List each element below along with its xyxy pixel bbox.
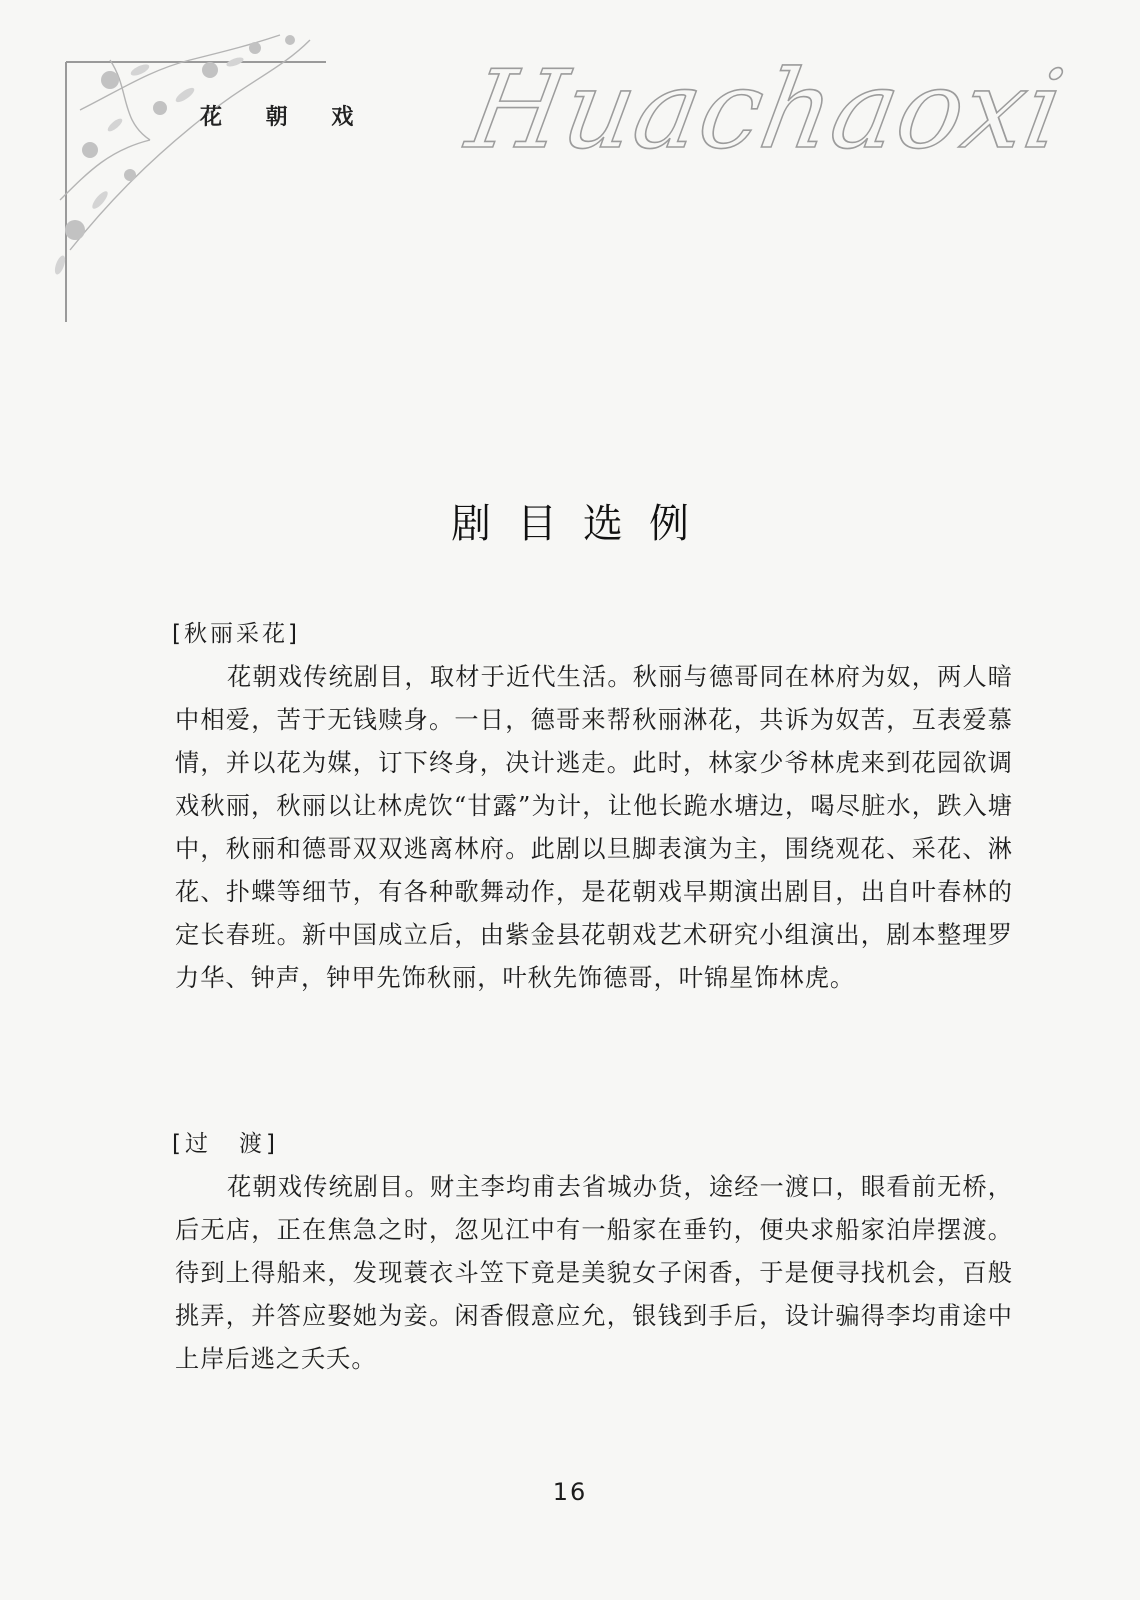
play-heading: [秋丽采花] — [172, 621, 300, 647]
play-heading: [过 渡] — [172, 1131, 279, 1157]
play-description: 花朝戏传统剧目，取材于近代生活。秋丽与德哥同在林府为奴，两人暗中相爱，苦于无钱赎身。一日，德哥来帮秋丽淋花，共诉为奴苦，互表爱慕情，并以花为媒，订下终身，决计逃走。此时，林家少爷林虎来到花园欲调戏秋丽，秋丽以让林虎饮“甘露”为计，让他长跪水塘边，喝尽脏水，跌入塘中，秋丽和德哥双双逃离林府。此剧以旦脚表演为主，围绕观花、采花、淋花、扑蝶等细节，有各种歌舞动作，是花朝戏早期演出剧目，出自叶春林的定长春班。新中国成立后，由紫金县花朝戏艺术研究小组演出，剧本整理罗力华、钟声，钟甲先饰秋丽，叶秋先饰德哥，叶锦星饰林虎。 — [175, 663, 1013, 992]
floral-corner-ornament — [0, 0, 360, 340]
section-title: 剧目选例 — [451, 501, 715, 547]
decorative-script-title: Huachaoxi — [458, 48, 1074, 173]
running-header-title: 花 朝 戏 — [200, 105, 372, 130]
page-number: 16 — [552, 1478, 588, 1506]
play-description: 花朝戏传统剧目。财主李均甫去省城办货，途经一渡口，眼看前无桥，后无店，正在焦急之时，忽见江中有一船家在垂钓，便央求船家泊岸摆渡。待到上得船来，发现蓑衣斗笠下竟是美貌女子闲香，于是便寻找机会，百般挑弄，并答应娶她为妾。闲香假意应允，银钱到手后，设计骗得李均甫途中上岸后逃之夭夭。 — [175, 1173, 1013, 1373]
